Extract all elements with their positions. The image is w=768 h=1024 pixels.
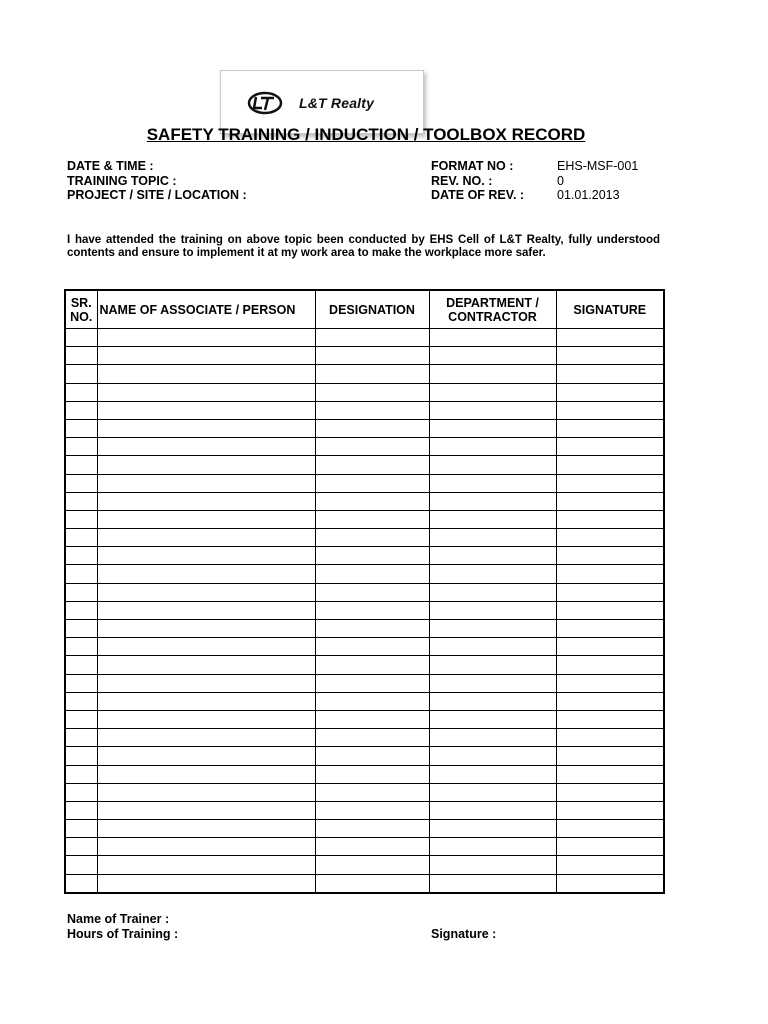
table-row — [65, 601, 664, 619]
sr-no-cell[interactable] — [65, 565, 97, 583]
signature-cell[interactable] — [556, 601, 664, 619]
designation-cell[interactable] — [315, 692, 429, 710]
designation-cell[interactable] — [315, 783, 429, 801]
header-sr-line2: NO. — [70, 309, 93, 324]
designation-cell[interactable] — [315, 492, 429, 510]
sr-no-cell[interactable] — [65, 347, 97, 365]
header-dept-line2: CONTRACTOR — [448, 309, 537, 324]
signature-cell[interactable] — [556, 510, 664, 528]
signature-cell[interactable] — [556, 474, 664, 492]
table-row — [65, 347, 664, 365]
signature-cell[interactable] — [556, 620, 664, 638]
table-row — [65, 419, 664, 437]
name-cell[interactable] — [97, 820, 315, 838]
name-cell[interactable] — [97, 601, 315, 619]
signature-cell[interactable] — [556, 492, 664, 510]
department-cell[interactable] — [429, 583, 556, 601]
signature-cell[interactable] — [556, 329, 664, 347]
name-cell[interactable] — [97, 365, 315, 383]
designation-cell[interactable] — [315, 401, 429, 419]
name-cell[interactable] — [97, 529, 315, 547]
designation-cell[interactable] — [315, 729, 429, 747]
name-cell[interactable] — [97, 692, 315, 710]
header-sr-no — [65, 290, 97, 329]
signature-cell[interactable] — [556, 565, 664, 583]
department-cell[interactable] — [429, 438, 556, 456]
name-cell[interactable] — [97, 801, 315, 819]
name-cell[interactable] — [97, 401, 315, 419]
name-cell[interactable] — [97, 874, 315, 893]
sr-no-cell[interactable] — [65, 729, 97, 747]
table-row — [65, 510, 664, 528]
department-cell[interactable] — [429, 674, 556, 692]
signature-cell[interactable] — [556, 438, 664, 456]
signature-cell[interactable] — [556, 419, 664, 437]
name-cell[interactable] — [97, 383, 315, 401]
signature-cell[interactable] — [556, 383, 664, 401]
signature-cell[interactable] — [556, 783, 664, 801]
name-cell[interactable] — [97, 456, 315, 474]
department-cell[interactable] — [429, 729, 556, 747]
table-row — [65, 638, 664, 656]
department-cell[interactable] — [429, 547, 556, 565]
table-row — [65, 456, 664, 474]
format-no-value: EHS-MSF-001 — [557, 159, 639, 173]
table-row — [65, 329, 664, 347]
signature-cell[interactable] — [556, 365, 664, 383]
signature-cell[interactable] — [556, 747, 664, 765]
designation-cell[interactable] — [315, 656, 429, 674]
designation-cell[interactable] — [315, 529, 429, 547]
department-cell[interactable] — [429, 529, 556, 547]
name-cell[interactable] — [97, 583, 315, 601]
sr-no-cell[interactable] — [65, 692, 97, 710]
department-cell[interactable] — [429, 401, 556, 419]
header-sr-line1: SR. — [70, 295, 92, 310]
table-row — [65, 565, 664, 583]
sr-no-cell[interactable] — [65, 638, 97, 656]
rev-no-label: REV. NO. : — [431, 174, 493, 188]
department-cell[interactable] — [429, 656, 556, 674]
sr-no-cell[interactable] — [65, 765, 97, 783]
table-row — [65, 710, 664, 728]
sr-no-cell[interactable] — [65, 492, 97, 510]
table-row — [65, 747, 664, 765]
name-cell[interactable] — [97, 856, 315, 874]
department-cell[interactable] — [429, 801, 556, 819]
department-cell[interactable] — [429, 329, 556, 347]
signature-cell[interactable] — [556, 529, 664, 547]
designation-cell[interactable] — [315, 329, 429, 347]
name-cell[interactable] — [97, 347, 315, 365]
field-training-topic: TRAINING TOPIC : — [67, 174, 177, 188]
attendance-statement: I have attended the training on above topic been conducted by EHS Cell of L&T Realty, fully understood contents and ensure to implement it at my work area to make the workplace more safer. — [67, 234, 660, 259]
department-cell[interactable] — [429, 838, 556, 856]
table-body — [65, 329, 664, 893]
department-cell[interactable] — [429, 456, 556, 474]
header-name: NAME OF ASSOCIATE / PERSON — [97, 290, 315, 329]
department-cell[interactable] — [429, 747, 556, 765]
sr-no-cell[interactable] — [65, 547, 97, 565]
sr-no-cell[interactable] — [65, 783, 97, 801]
sr-no-cell[interactable] — [65, 747, 97, 765]
date-of-rev-value: 01.01.2013 — [557, 188, 620, 202]
sr-no-cell[interactable] — [65, 820, 97, 838]
sr-no-cell[interactable] — [65, 656, 97, 674]
table-row — [65, 365, 664, 383]
department-cell[interactable] — [429, 565, 556, 583]
name-cell[interactable] — [97, 674, 315, 692]
table-row — [65, 529, 664, 547]
designation-cell[interactable] — [315, 419, 429, 437]
designation-cell[interactable] — [315, 547, 429, 565]
sr-no-cell[interactable] — [65, 583, 97, 601]
sr-no-cell[interactable] — [65, 874, 97, 893]
table-row — [65, 583, 664, 601]
department-cell[interactable] — [429, 638, 556, 656]
signature-cell[interactable] — [556, 692, 664, 710]
department-cell[interactable] — [429, 474, 556, 492]
name-cell[interactable] — [97, 329, 315, 347]
designation-cell[interactable] — [315, 838, 429, 856]
sr-no-cell[interactable] — [65, 329, 97, 347]
table-row — [65, 820, 664, 838]
header-department — [429, 290, 556, 329]
designation-cell[interactable] — [315, 874, 429, 893]
format-no-label: FORMAT NO : — [431, 159, 514, 173]
designation-cell[interactable] — [315, 583, 429, 601]
trainer-signature-label: Signature : — [431, 927, 497, 941]
table-row — [65, 401, 664, 419]
name-cell[interactable] — [97, 438, 315, 456]
signature-cell[interactable] — [556, 765, 664, 783]
sr-no-cell[interactable] — [65, 365, 97, 383]
department-cell[interactable] — [429, 510, 556, 528]
signature-cell[interactable] — [556, 656, 664, 674]
department-cell[interactable] — [429, 365, 556, 383]
name-cell[interactable] — [97, 783, 315, 801]
table-row — [65, 801, 664, 819]
sr-no-cell[interactable] — [65, 438, 97, 456]
trainer-name-label: Name of Trainer : — [67, 912, 170, 926]
sr-no-cell[interactable] — [65, 838, 97, 856]
signature-cell[interactable] — [556, 838, 664, 856]
attendance-table — [64, 289, 665, 894]
name-cell[interactable] — [97, 710, 315, 728]
name-cell[interactable] — [97, 838, 315, 856]
name-cell[interactable] — [97, 492, 315, 510]
name-cell[interactable] — [97, 565, 315, 583]
signature-cell[interactable] — [556, 874, 664, 893]
sr-no-cell[interactable] — [65, 674, 97, 692]
lt-logo-icon — [247, 91, 283, 115]
table-row — [65, 474, 664, 492]
sr-no-cell[interactable] — [65, 474, 97, 492]
name-cell[interactable] — [97, 620, 315, 638]
department-cell[interactable] — [429, 856, 556, 874]
designation-cell[interactable] — [315, 601, 429, 619]
table-row — [65, 656, 664, 674]
name-cell[interactable] — [97, 747, 315, 765]
designation-cell[interactable] — [315, 474, 429, 492]
signature-cell[interactable] — [556, 547, 664, 565]
department-cell[interactable] — [429, 765, 556, 783]
header-dept-line1: DEPARTMENT / — [446, 295, 539, 310]
training-hours-label: Hours of Training : — [67, 927, 179, 941]
name-cell[interactable] — [97, 638, 315, 656]
table-row — [65, 874, 664, 893]
field-date-time: DATE & TIME : — [67, 159, 154, 173]
department-cell[interactable] — [429, 710, 556, 728]
designation-cell[interactable] — [315, 801, 429, 819]
designation-cell[interactable] — [315, 510, 429, 528]
table-row — [65, 547, 664, 565]
sr-no-cell[interactable] — [65, 401, 97, 419]
table-row — [65, 765, 664, 783]
designation-cell[interactable] — [315, 565, 429, 583]
designation-cell[interactable] — [315, 747, 429, 765]
table-header-row — [65, 290, 664, 329]
department-cell[interactable] — [429, 419, 556, 437]
name-cell[interactable] — [97, 547, 315, 565]
table-row — [65, 674, 664, 692]
department-cell[interactable] — [429, 692, 556, 710]
logo-text: L&T Realty — [299, 95, 375, 111]
signature-cell[interactable] — [556, 729, 664, 747]
department-cell[interactable] — [429, 347, 556, 365]
name-cell[interactable] — [97, 656, 315, 674]
name-cell[interactable] — [97, 419, 315, 437]
designation-cell[interactable] — [315, 383, 429, 401]
header-signature: SIGNATURE — [556, 290, 664, 329]
designation-cell[interactable] — [315, 674, 429, 692]
designation-cell[interactable] — [315, 456, 429, 474]
designation-cell[interactable] — [315, 710, 429, 728]
sr-no-cell[interactable] — [65, 456, 97, 474]
designation-cell[interactable] — [315, 856, 429, 874]
sr-no-cell[interactable] — [65, 710, 97, 728]
sr-no-cell[interactable] — [65, 510, 97, 528]
designation-cell[interactable] — [315, 620, 429, 638]
signature-cell[interactable] — [556, 674, 664, 692]
sr-no-cell[interactable] — [65, 419, 97, 437]
department-cell[interactable] — [429, 783, 556, 801]
sr-no-cell[interactable] — [65, 383, 97, 401]
table-row — [65, 438, 664, 456]
name-cell[interactable] — [97, 474, 315, 492]
header-designation: DESIGNATION — [315, 290, 429, 329]
signature-cell[interactable] — [556, 856, 664, 874]
sr-no-cell[interactable] — [65, 529, 97, 547]
department-cell[interactable] — [429, 874, 556, 893]
designation-cell[interactable] — [315, 438, 429, 456]
sr-no-cell[interactable] — [65, 856, 97, 874]
designation-cell[interactable] — [315, 765, 429, 783]
department-cell[interactable] — [429, 820, 556, 838]
signature-cell[interactable] — [556, 710, 664, 728]
table-row — [65, 492, 664, 510]
signature-cell[interactable] — [556, 401, 664, 419]
signature-cell[interactable] — [556, 456, 664, 474]
name-cell[interactable] — [97, 765, 315, 783]
table-row — [65, 838, 664, 856]
department-cell[interactable] — [429, 383, 556, 401]
table-row — [65, 620, 664, 638]
sr-no-cell[interactable] — [65, 601, 97, 619]
name-cell[interactable] — [97, 510, 315, 528]
page-title: SAFETY TRAINING / INDUCTION / TOOLBOX RECORD — [146, 125, 586, 144]
table-row — [65, 783, 664, 801]
table-row — [65, 692, 664, 710]
designation-cell[interactable] — [315, 820, 429, 838]
rev-no-value: 0 — [557, 174, 564, 188]
designation-cell[interactable] — [315, 347, 429, 365]
table-row — [65, 729, 664, 747]
field-project-site-location: PROJECT / SITE / LOCATION : — [67, 188, 247, 202]
sr-no-cell[interactable] — [65, 620, 97, 638]
name-cell[interactable] — [97, 729, 315, 747]
signature-cell[interactable] — [556, 820, 664, 838]
signature-cell[interactable] — [556, 347, 664, 365]
department-cell[interactable] — [429, 492, 556, 510]
date-of-rev-label: DATE OF REV. : — [431, 188, 525, 202]
signature-cell[interactable] — [556, 638, 664, 656]
sr-no-cell[interactable] — [65, 801, 97, 819]
table-row — [65, 383, 664, 401]
department-cell[interactable] — [429, 620, 556, 638]
department-cell[interactable] — [429, 601, 556, 619]
designation-cell[interactable] — [315, 365, 429, 383]
table-row — [65, 856, 664, 874]
signature-cell[interactable] — [556, 583, 664, 601]
signature-cell[interactable] — [556, 801, 664, 819]
designation-cell[interactable] — [315, 638, 429, 656]
